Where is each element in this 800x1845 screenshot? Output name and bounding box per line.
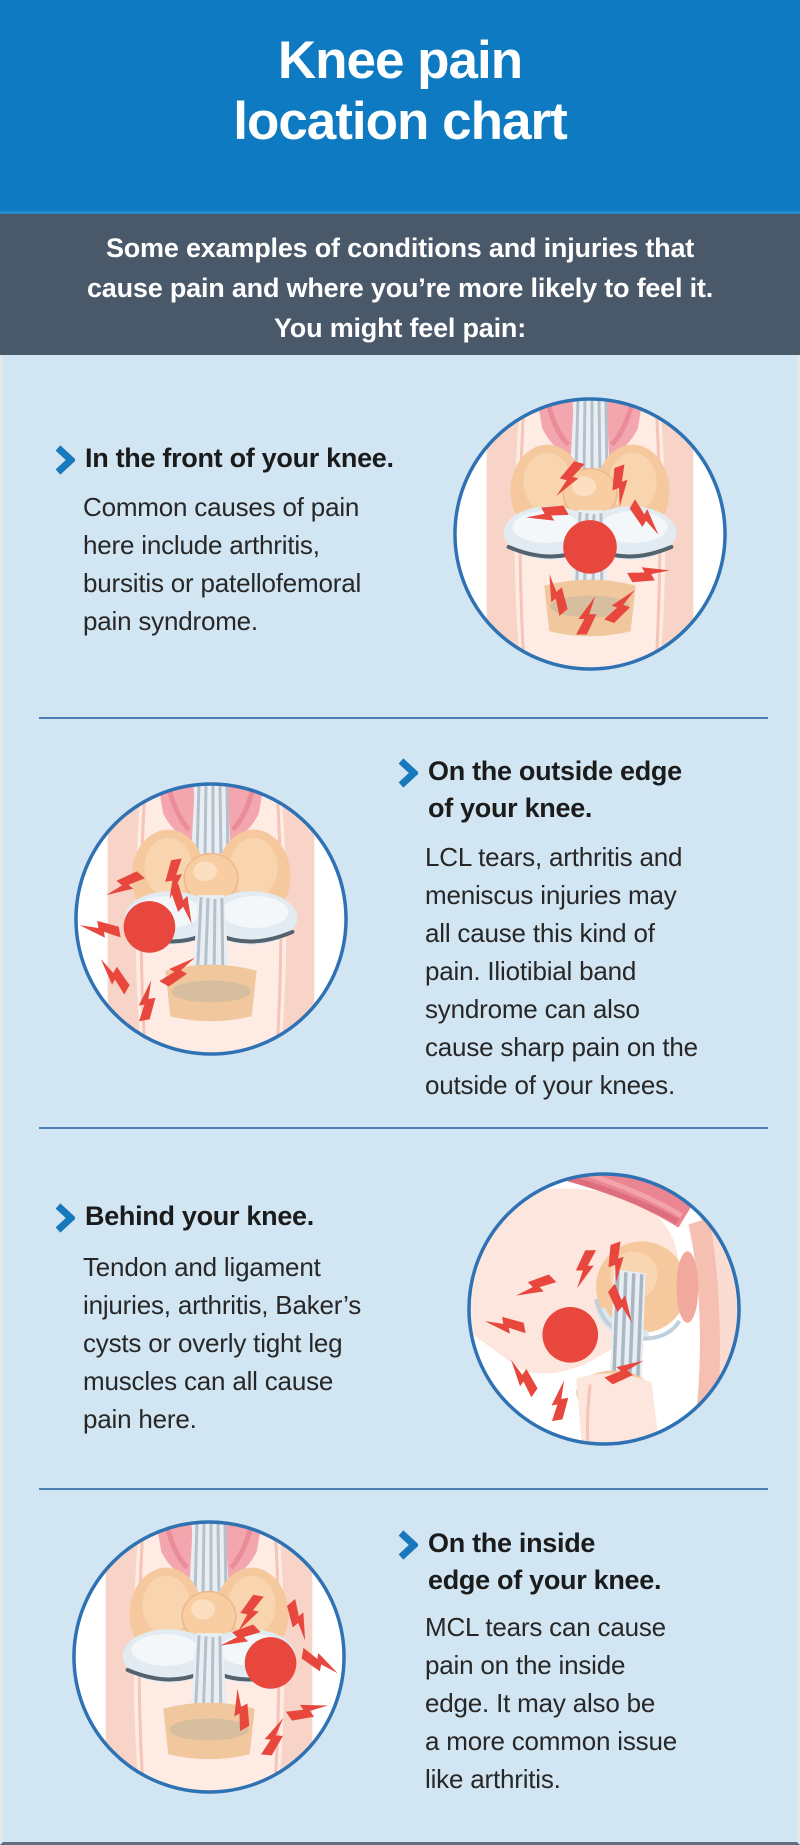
text-line: cause sharp pain on the xyxy=(425,1032,698,1062)
text-line: Behind your knee. xyxy=(85,1201,314,1231)
section-outside-heading-row xyxy=(398,753,682,827)
text-line: like arthritis. xyxy=(425,1764,561,1794)
chevron-right-icon xyxy=(398,1530,418,1565)
text-line: a more common issue xyxy=(425,1726,677,1756)
knee-side-illustration xyxy=(465,1170,743,1448)
section-inside-heading xyxy=(428,1525,661,1599)
section-divider xyxy=(39,1488,768,1490)
text-line: outside of your knees. xyxy=(425,1070,675,1100)
section-behind-heading-row xyxy=(55,1198,314,1238)
text-line: MCL tears can cause xyxy=(425,1612,666,1642)
text-line: pain here. xyxy=(83,1404,197,1434)
text-line: pain. Iliotibial band xyxy=(425,956,637,986)
section-inside-heading-row xyxy=(398,1525,661,1599)
pain-dot xyxy=(124,901,176,953)
knee-outside-edge-pain-illustration xyxy=(72,780,350,1058)
chevron-right-icon xyxy=(55,445,75,480)
text-line: In the front of your knee. xyxy=(85,443,394,473)
text-line: Common causes of pain xyxy=(83,492,360,522)
text-line: meniscus injuries may xyxy=(425,880,677,910)
section-outside-heading xyxy=(428,753,682,827)
text-line: On the inside xyxy=(428,1528,596,1558)
section-divider xyxy=(39,717,768,719)
pain-dot xyxy=(542,1307,598,1363)
content xyxy=(0,355,800,1845)
text-line: cause pain and where you’re more likely to feel it. xyxy=(86,273,713,303)
text-line: Knee pain xyxy=(277,31,523,90)
chevron-right-icon xyxy=(398,758,418,793)
knee-front-illustration xyxy=(451,395,729,673)
section-behind-heading xyxy=(85,1198,314,1235)
page-title xyxy=(0,0,800,152)
intro-text xyxy=(0,214,800,348)
section-behind-body xyxy=(83,1248,453,1438)
text-line: edge of your knee. xyxy=(428,1565,662,1595)
section-front-heading-row xyxy=(55,440,394,480)
text-line: Tendon and ligament xyxy=(83,1252,321,1282)
pain-dot xyxy=(245,1637,297,1689)
section-inside-body xyxy=(425,1608,780,1798)
text-line: You might feel pain: xyxy=(274,313,526,343)
text-line: LCL tears, arthritis and xyxy=(425,842,683,872)
chevron-right-icon xyxy=(55,1203,75,1238)
section-front-body xyxy=(83,488,443,640)
text-line: bursitis or patellofemoral xyxy=(83,568,362,598)
intro-band xyxy=(0,214,800,355)
knee-inside-edge-pain-illustration xyxy=(70,1518,348,1796)
text-line: On the outside edge xyxy=(428,756,682,786)
text-line: edge. It may also be xyxy=(425,1688,656,1718)
text-line: Some examples of conditions and injuries that xyxy=(105,233,695,263)
section-front-heading xyxy=(85,440,394,477)
text-line: muscles can all cause xyxy=(83,1366,334,1396)
section-outside-body xyxy=(425,838,780,1104)
text-line: pain on the inside xyxy=(425,1650,626,1680)
text-line: location chart xyxy=(233,92,567,151)
text-line: of your knee. xyxy=(428,793,593,823)
knee-front-illustration xyxy=(70,1518,348,1796)
text-line: here include arthritis, xyxy=(83,530,320,560)
knee-front-illustration xyxy=(72,780,350,1058)
text-line: pain syndrome. xyxy=(83,606,258,636)
text-line: syndrome can also xyxy=(425,994,640,1024)
knee-behind-pain-illustration xyxy=(465,1170,743,1448)
text-line: all cause this kind of xyxy=(425,918,655,948)
knee-front-pain-center-illustration xyxy=(451,395,729,673)
text-line: cysts or overly tight leg xyxy=(83,1328,343,1358)
pain-dot xyxy=(563,520,617,574)
section-divider xyxy=(39,1127,768,1129)
text-line: injuries, arthritis, Baker’s xyxy=(83,1290,362,1320)
header xyxy=(0,0,800,214)
